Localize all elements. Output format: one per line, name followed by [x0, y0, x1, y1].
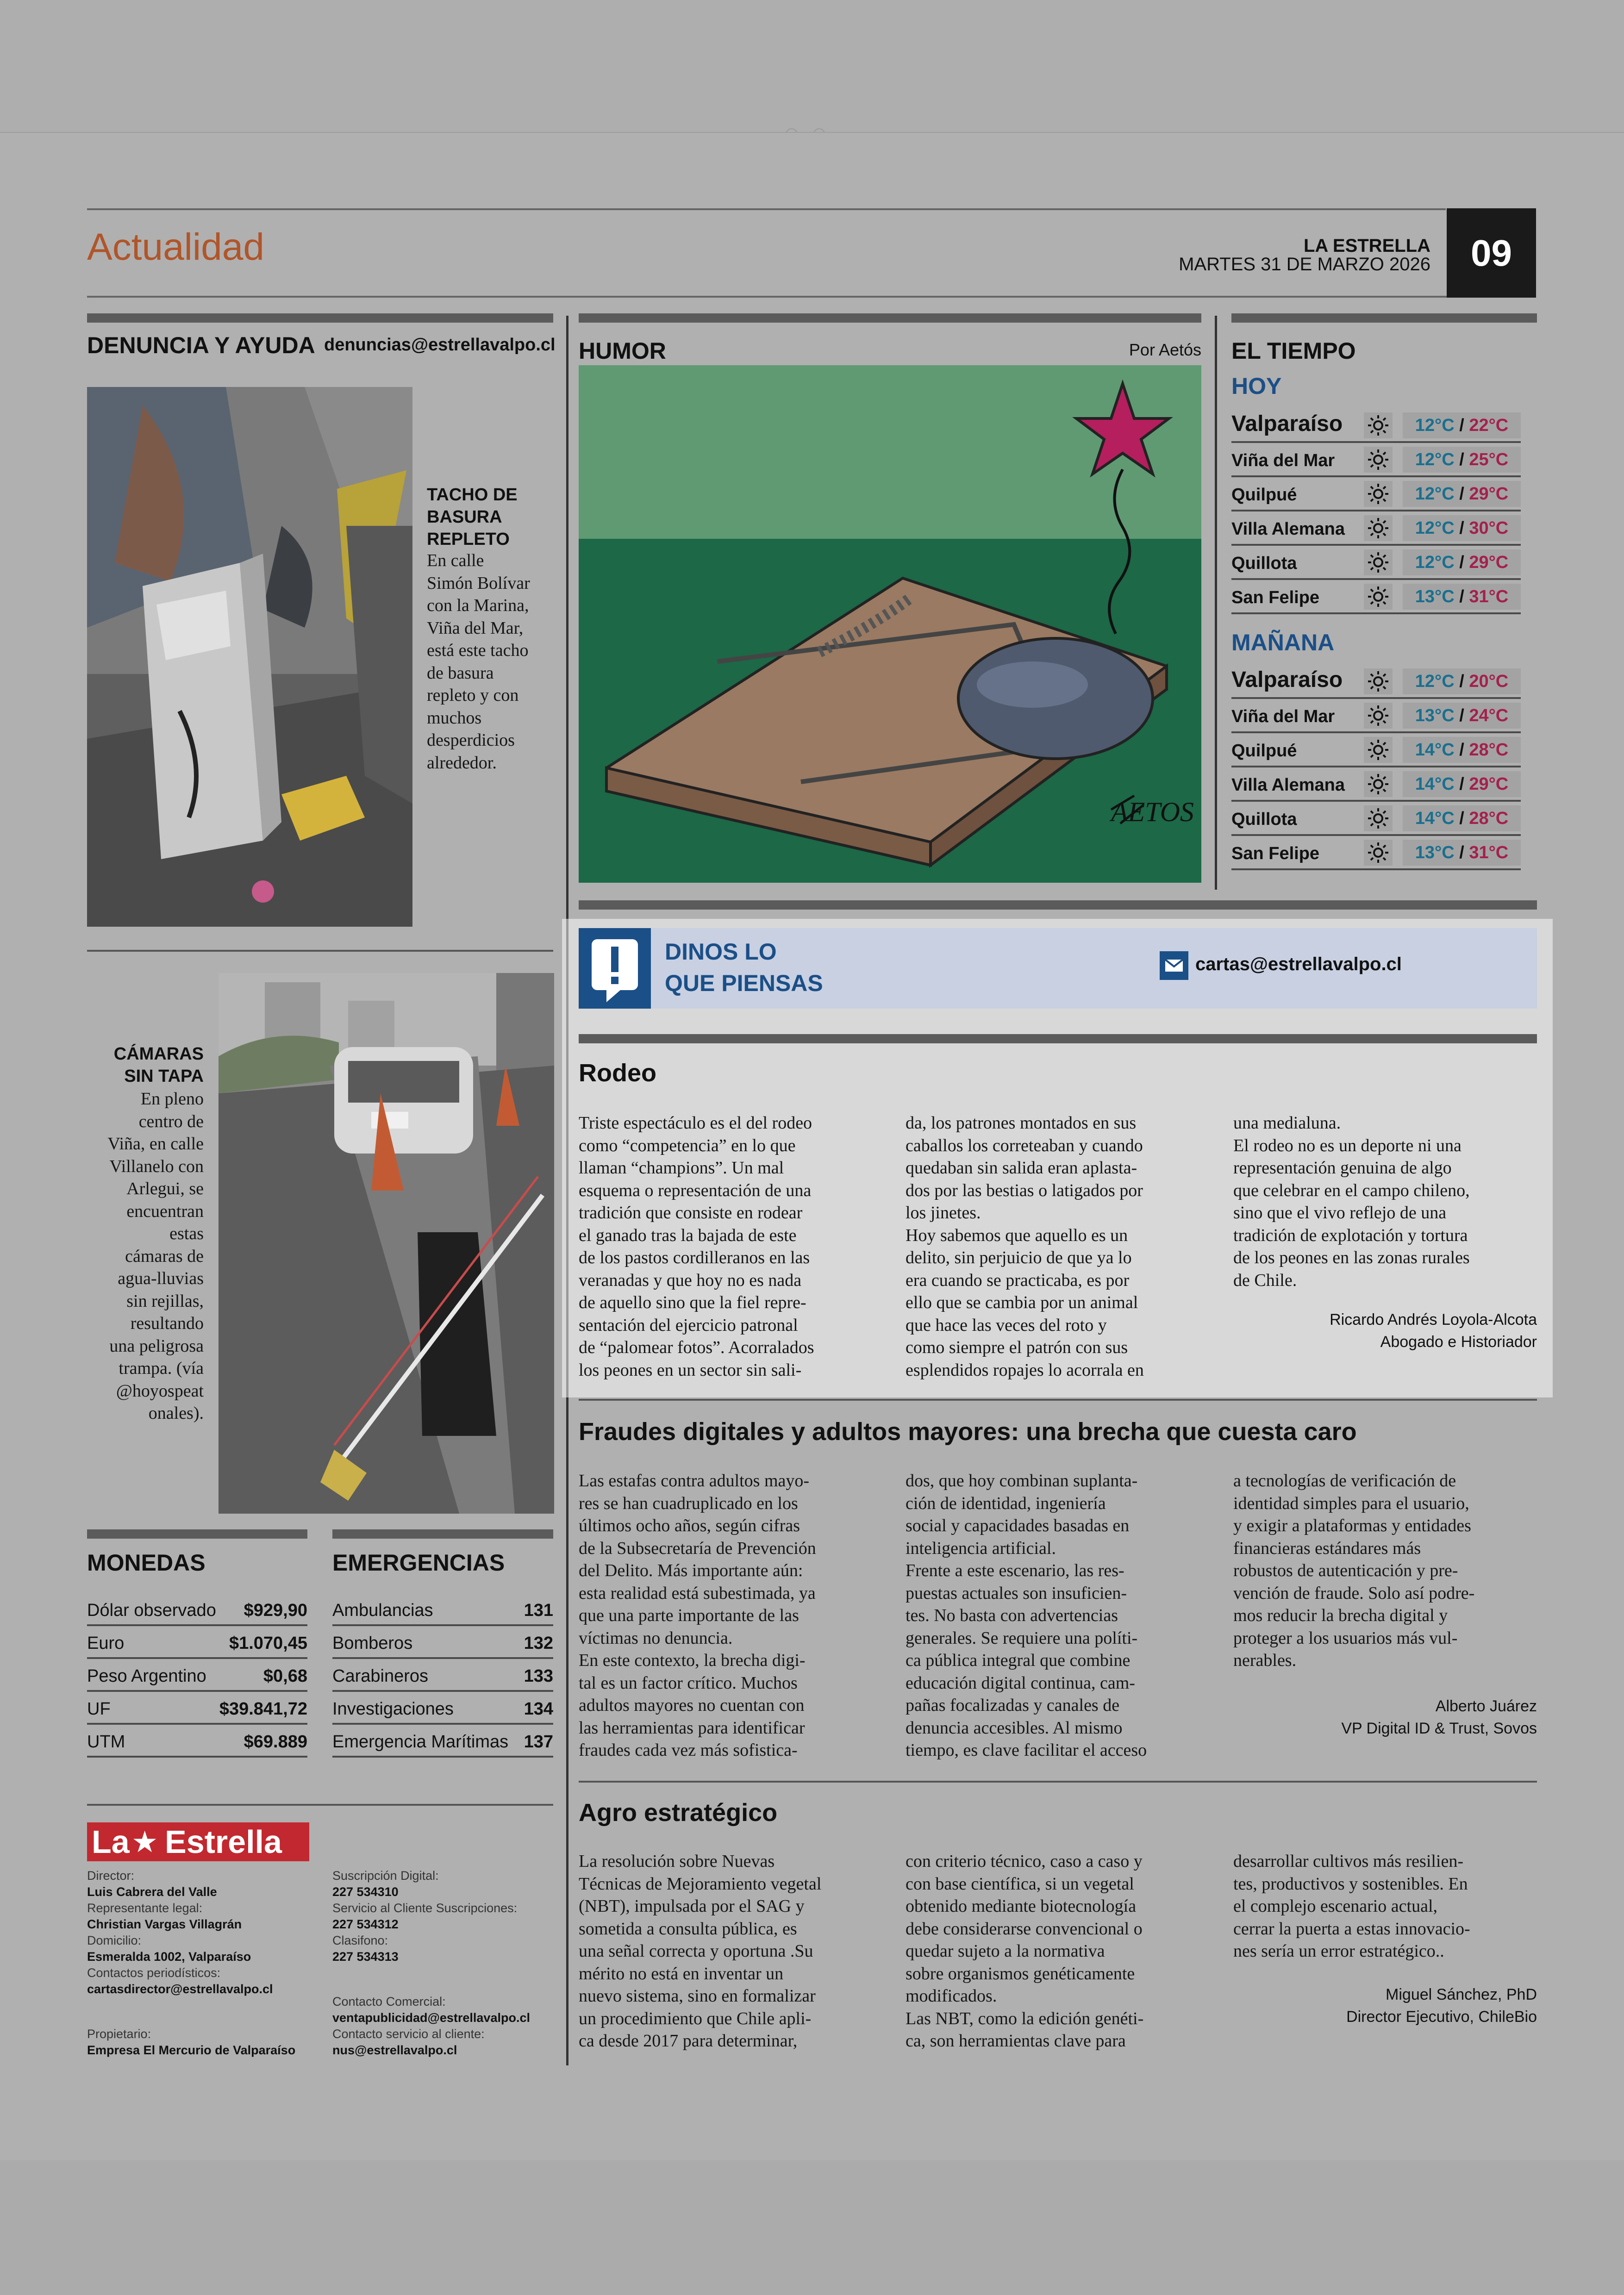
credit-value: Luis Cabrera del Valle: [87, 1885, 217, 1899]
temp-min: 12°C: [1415, 672, 1455, 691]
letter1-col3: una medialuna. El rodeo no es un deporte ni una representación genuina de algo que celebrar en el campo chileno, sino que el vivo reflejo de una tradición de explotación y tortura de los peones en las zonas rurales de Chile.: [1233, 1113, 1470, 1290]
row-value: $929,90: [244, 1601, 307, 1620]
credit-label: Domicilio:: [87, 1933, 142, 1947]
row-label: Carabineros: [332, 1666, 428, 1686]
weather-tomorrow-label: MAÑANA: [1231, 630, 1335, 655]
weather-temps: 14°C / 29°C: [1403, 771, 1521, 797]
temp-min: 14°C: [1415, 809, 1455, 828]
owner-label: Propietario:: [87, 2027, 151, 2041]
weather-row: [1231, 834, 1521, 870]
sun-icon: [1364, 447, 1393, 473]
list-row: [87, 1657, 307, 1692]
row-label: UTM: [87, 1732, 125, 1752]
letter2-col2: dos, que hoy combinan suplanta- ción de identidad, ingeniería social y capacidades basadas en inteligencia artificial. Frente a este escenario, las res- puestas actuales son insuficien- tes. No basta con advertencias generales. Se requiere una políti- ca pública integral que combine educación digital continua, cam- pañas focalizadas y canales de denuncia accesibles. Al mismo tiempo, es clave facilitar el acceso: [906, 1471, 1147, 1760]
letter1-role: Abogado e Historiador: [1380, 1333, 1537, 1351]
row-value: $1.070,45: [229, 1634, 307, 1653]
temp-min: 12°C: [1415, 484, 1455, 504]
weather-row: [1231, 402, 1521, 443]
weather-row: [1231, 475, 1521, 511]
weather-city: Viña del Mar: [1231, 451, 1335, 470]
temp-min: 12°C: [1415, 450, 1455, 469]
dinos-banner: [579, 928, 1537, 1009]
weather-row: [1231, 800, 1521, 836]
temp-max: 20°C: [1469, 672, 1509, 691]
temp-max: 28°C: [1469, 740, 1509, 760]
temp-min: 13°C: [1415, 706, 1455, 725]
weather-temps: 12°C / 20°C: [1403, 668, 1521, 694]
envelope-icon: [1160, 951, 1188, 980]
sun-icon: [1364, 771, 1393, 797]
letter2-col1: Las estafas contra adultos mayo- res se han cuadruplicado en los últimos ocho años, según cifras de la Subsecretaría de Prevención del Delito. Más importante aún: esta realidad está subestimada, ya que una parte importante de las víctimas no denuncia. En este contexto, la brecha digi- tal es un factor crítico. Muchos adultos mayores no cuentan con las herramientas para identificar fraudes cada vez más sofistica-: [579, 1471, 816, 1760]
dinos-top-bar: [579, 900, 1537, 910]
temp-max: 24°C: [1469, 706, 1509, 725]
weather-temps: 13°C / 31°C: [1403, 584, 1521, 610]
sun-icon: [1364, 668, 1393, 694]
letter1-col2: da, los patrones montados en sus caballos los correteaban y cuando quedaban sin salida eran aplasta- dos por las bestias o latigados por los jinetes. Hoy sabemos que aquello es un delito, sin perjuicio de que ya lo era cuando se practicaba, es por ello que se cambia por un animal que hace las veces del roto y como siempre el patrón con sus esplendidos ropajes lo acorrala en: [906, 1113, 1144, 1380]
monedas-title: MONEDAS: [87, 1550, 206, 1576]
credit-value: Esmeralda 1002, Valparaíso: [87, 1950, 251, 1964]
letter2-signature: [1233, 1695, 1537, 1740]
credit-label: Director:: [87, 1869, 135, 1883]
masthead-right-contacts: [332, 1994, 555, 2058]
row-label: Ambulancias: [332, 1601, 433, 1620]
weather-city: Quilpué: [1231, 741, 1297, 761]
row-label: Euro: [87, 1634, 125, 1653]
letter3-author: Miguel Sánchez, PhD: [1386, 1986, 1537, 2003]
weather-city: Quillota: [1231, 554, 1297, 573]
sun-icon: [1364, 481, 1393, 507]
temp-max: 28°C: [1469, 809, 1509, 828]
newspaper-page: [0, 133, 1624, 2160]
weather-city: Valparaíso: [1231, 412, 1343, 436]
weather-temps: 12°C / 29°C: [1403, 481, 1521, 507]
credit-label: Suscripción Digital:: [332, 1869, 439, 1883]
weather-city: Villa Alemana: [1231, 519, 1345, 539]
denuncia-email[interactable]: denuncias@estrellavalpo.cl: [324, 335, 556, 355]
row-value: 132: [524, 1634, 553, 1653]
temp-min: 12°C: [1415, 553, 1455, 572]
trash-report-heading: TACHO DE BASURA REPLETO: [427, 485, 518, 549]
dinos-email[interactable]: cartas@estrellavalpo.cl: [1195, 954, 1402, 974]
weather-row: [1231, 544, 1521, 580]
weather-temps: 13°C / 31°C: [1403, 840, 1521, 866]
list-row: [87, 1591, 307, 1626]
weather-title: EL TIEMPO: [1231, 338, 1356, 364]
page-number: 09: [1447, 208, 1536, 298]
credit-label: Representante legal:: [87, 1901, 203, 1915]
humor-title: HUMOR: [579, 338, 666, 364]
letter1-signature: [1233, 1309, 1537, 1353]
temp-max: 31°C: [1469, 843, 1509, 862]
emergencias-top-bar: [332, 1529, 553, 1539]
header-top-rule: [87, 208, 1446, 210]
viewer-toolbar-area: [0, 0, 1624, 133]
weather-row: [1231, 731, 1521, 767]
dinos-line2: QUE PIENSAS: [665, 970, 823, 996]
credit-value: 227 534313: [332, 1950, 399, 1964]
row-value: 133: [524, 1666, 553, 1686]
temp-min: 12°C: [1415, 518, 1455, 538]
letter2-rule: [579, 1399, 1537, 1401]
masthead-right-credits: [332, 1868, 555, 1965]
letter3-col1: La resolución sobre Nuevas Técnicas de Mejoramiento vegetal (NBT), impulsada por el SAG y sometida a consulta pública, es una señal correcta y oportuna .Su mérito no está en inventar un nuevo sistema, sino en formalizar un procedimiento que Chile apli- ca desde 2017 para determinar,: [579, 1852, 822, 2051]
temp-max: 30°C: [1469, 518, 1509, 538]
letter3-rule: [579, 1781, 1537, 1783]
list-row: [332, 1657, 553, 1692]
header-bottom-rule: [87, 296, 1447, 298]
weather-temps: 12°C / 25°C: [1403, 447, 1521, 473]
list-row: [332, 1690, 553, 1725]
credit-label: Servicio al Cliente Suscripciones:: [332, 1901, 518, 1915]
weather-temps: 13°C / 24°C: [1403, 703, 1521, 729]
weather-row: [1231, 578, 1521, 614]
list-row: [87, 1722, 307, 1758]
temp-max: 22°C: [1469, 416, 1509, 435]
humor-top-bar: [579, 313, 1201, 323]
row-label: Investigaciones: [332, 1699, 454, 1719]
weather-temps: 14°C / 28°C: [1403, 805, 1521, 831]
row-label: Dólar observado: [87, 1601, 216, 1620]
weather-temps: 12°C / 22°C: [1403, 412, 1521, 438]
weather-temps: 12°C / 29°C: [1403, 549, 1521, 575]
weather-city: Viña del Mar: [1231, 707, 1335, 726]
weather-city: Quillota: [1231, 810, 1297, 829]
temp-min: 14°C: [1415, 774, 1455, 794]
issue-date: MARTES 31 DE MARZO 2026: [1179, 254, 1430, 274]
emergencias-title: EMERGENCIAS: [332, 1550, 505, 1576]
sun-icon: [1364, 584, 1393, 610]
credit-label: Contacto servicio al cliente:: [332, 2027, 485, 2041]
humor-cartoon: [579, 365, 1201, 883]
list-row: [87, 1690, 307, 1725]
weather-row: [1231, 697, 1521, 733]
letter2-author: Alberto Juárez: [1435, 1697, 1537, 1715]
denuncia-top-bar: [87, 313, 553, 323]
list-row: [332, 1722, 553, 1758]
list-row: [332, 1624, 553, 1659]
denuncia-title: DENUNCIA Y AYUDA: [87, 332, 315, 358]
logo-la: La: [92, 1824, 130, 1860]
letter3-col3: desarrollar cultivos más resilien- tes, productivos y sostenibles. En el complejo escenario actual, cerrar la puerta a estas innovacio- nes sería un error estratégico..: [1233, 1852, 1470, 1961]
section-title: Actualidad: [87, 226, 264, 268]
right-column-divider: [1215, 316, 1217, 890]
sun-icon: [1364, 840, 1393, 866]
dinos-line1: DINOS LO: [665, 939, 777, 965]
sun-icon: [1364, 737, 1393, 763]
weather-city: Valparaíso: [1231, 667, 1343, 692]
weather-city: Quilpué: [1231, 485, 1297, 505]
letter3-title: Agro estratégico: [579, 1799, 778, 1827]
weather-city: San Felipe: [1231, 844, 1320, 863]
masthead-rule: [87, 1804, 553, 1806]
letter1-col1: Triste espectáculo es el del rodeo como “competencia” en lo que llaman “champions”. Un mal esquema o representación de una tradición que consiste en rodear el ganado tras la bajada de este de los pastos cordilleranos en las veranadas y que hoy no es nada de aquello sino que la fiel repre- sentación del ejercicio patronal de “palomear fotos”. Acorralados los peones en un sector sin sali-: [579, 1113, 814, 1380]
weather-row: [1231, 658, 1521, 699]
letter3-col2: con criterio técnico, caso a caso y con base científica, si un vegetal obtenido mediante biotecnología debe considerarse convencional o quedar sujeto a la normativa sobre organismos genéticamente modificados. Las NBT, como la edición genéti- ca, son herramientas clave para: [906, 1852, 1144, 2051]
logo-star-icon: ★: [131, 1826, 158, 1858]
sun-icon: [1364, 515, 1393, 541]
credit-label: Clasifono:: [332, 1933, 388, 1947]
credit-value: 227 534312: [332, 1917, 399, 1931]
weather-row: [1231, 510, 1521, 546]
temp-min: 14°C: [1415, 740, 1455, 760]
logo-estrella: Estrella: [165, 1824, 282, 1860]
open-drain-photo: [219, 973, 554, 1514]
weather-row: [1231, 766, 1521, 802]
credit-label: Contacto Comercial:: [332, 1995, 446, 2008]
weather-row: [1231, 441, 1521, 477]
temp-min: 13°C: [1415, 587, 1455, 606]
drain-report-text: En pleno centro de Viña, en calle Villanelo con Arlegui, se encuentran estas cámaras de agua-lluvias sin rejillas, resultando una peligrosa trampa. (vía @hoyospeat onales).: [107, 1089, 204, 1423]
row-label: Emergencia Marítimas: [332, 1732, 509, 1752]
newspaper-name: LA ESTRELLA: [1303, 236, 1430, 256]
humor-credit: Por Aetós: [1129, 340, 1201, 359]
credit-value: cartasdirector@estrellavalpo.cl: [87, 1982, 273, 1996]
letter2-col3: a tecnologías de verificación de identidad simples para el usuario, y exigir a plataformas y entidades financieras estándares más robustos de autenticación y pre- vención de fraude. Solo así podre- mos reducir la brecha digital y proteger a los usuarios más vul- nerables.: [1233, 1471, 1475, 1670]
row-value: 137: [524, 1732, 553, 1752]
list-row: [87, 1624, 307, 1659]
trash-bin-photo: [87, 387, 412, 927]
letter3-role: Director Ejecutivo, ChileBio: [1346, 2008, 1537, 2026]
letter2-title: Fraudes digitales y adultos mayores: una brecha que cuesta caro: [579, 1418, 1357, 1446]
denuncia-divider: [87, 950, 553, 952]
sun-icon: [1364, 805, 1393, 831]
sun-icon: [1364, 412, 1393, 438]
temp-min: 12°C: [1415, 416, 1455, 435]
weather-top-bar: [1231, 313, 1537, 323]
row-value: $0,68: [263, 1666, 307, 1686]
weather-city: San Felipe: [1231, 588, 1320, 607]
temp-max: 31°C: [1469, 587, 1509, 606]
letter1-author: Ricardo Andrés Loyola-Alcota: [1330, 1311, 1537, 1328]
masthead-left-credits: [87, 1868, 328, 1997]
credit-label: Contactos periodísticos:: [87, 1966, 221, 1980]
logo: [87, 1822, 309, 1861]
letter1-title: Rodeo: [579, 1059, 656, 1087]
temp-max: 29°C: [1469, 484, 1509, 504]
sun-icon: [1364, 703, 1393, 729]
credit-value: Christian Vargas Villagrán: [87, 1917, 242, 1931]
weather-today-label: HOY: [1231, 373, 1282, 399]
row-value: $39.841,72: [219, 1699, 307, 1719]
letter2-role: VP Digital ID & Trust, Sovos: [1341, 1720, 1537, 1737]
weather-temps: 14°C / 28°C: [1403, 737, 1521, 763]
cartoonist-signature: AETOS: [1111, 797, 1194, 827]
sun-icon: [1364, 549, 1393, 575]
row-label: Bomberos: [332, 1634, 413, 1653]
temp-max: 25°C: [1469, 450, 1509, 469]
temp-max: 29°C: [1469, 774, 1509, 794]
weather-temps: 12°C / 30°C: [1403, 515, 1521, 541]
credit-value: 227 534310: [332, 1885, 399, 1899]
masthead-owner: [87, 2026, 328, 2058]
row-label: Peso Argentino: [87, 1666, 206, 1686]
weather-city: Villa Alemana: [1231, 775, 1345, 795]
owner-value: Empresa El Mercurio de Valparaíso: [87, 2043, 296, 2057]
temp-max: 29°C: [1469, 553, 1509, 572]
drain-report-heading: CÁMARAS SIN TAPA: [113, 1044, 204, 1086]
credit-value: ventapublicidad@estrellavalpo.cl: [332, 2011, 530, 2025]
row-label: UF: [87, 1699, 111, 1719]
temp-min: 13°C: [1415, 843, 1455, 862]
row-value: 131: [524, 1601, 553, 1620]
letter1-top-bar: [579, 1034, 1537, 1043]
monedas-top-bar: [87, 1529, 307, 1539]
exclamation-icon: [579, 928, 651, 1009]
row-value: 134: [524, 1699, 553, 1719]
list-row: [332, 1591, 553, 1626]
row-value: $69.889: [244, 1732, 307, 1752]
credit-value: nus@estrellavalpo.cl: [332, 2043, 457, 2057]
trash-report-text: En calle Simón Bolívar con la Marina, Viña del Mar, está este tacho de basura repleto y con muchos desperdicios alrededor.: [427, 551, 530, 773]
letter3-signature: [1233, 1983, 1537, 2028]
